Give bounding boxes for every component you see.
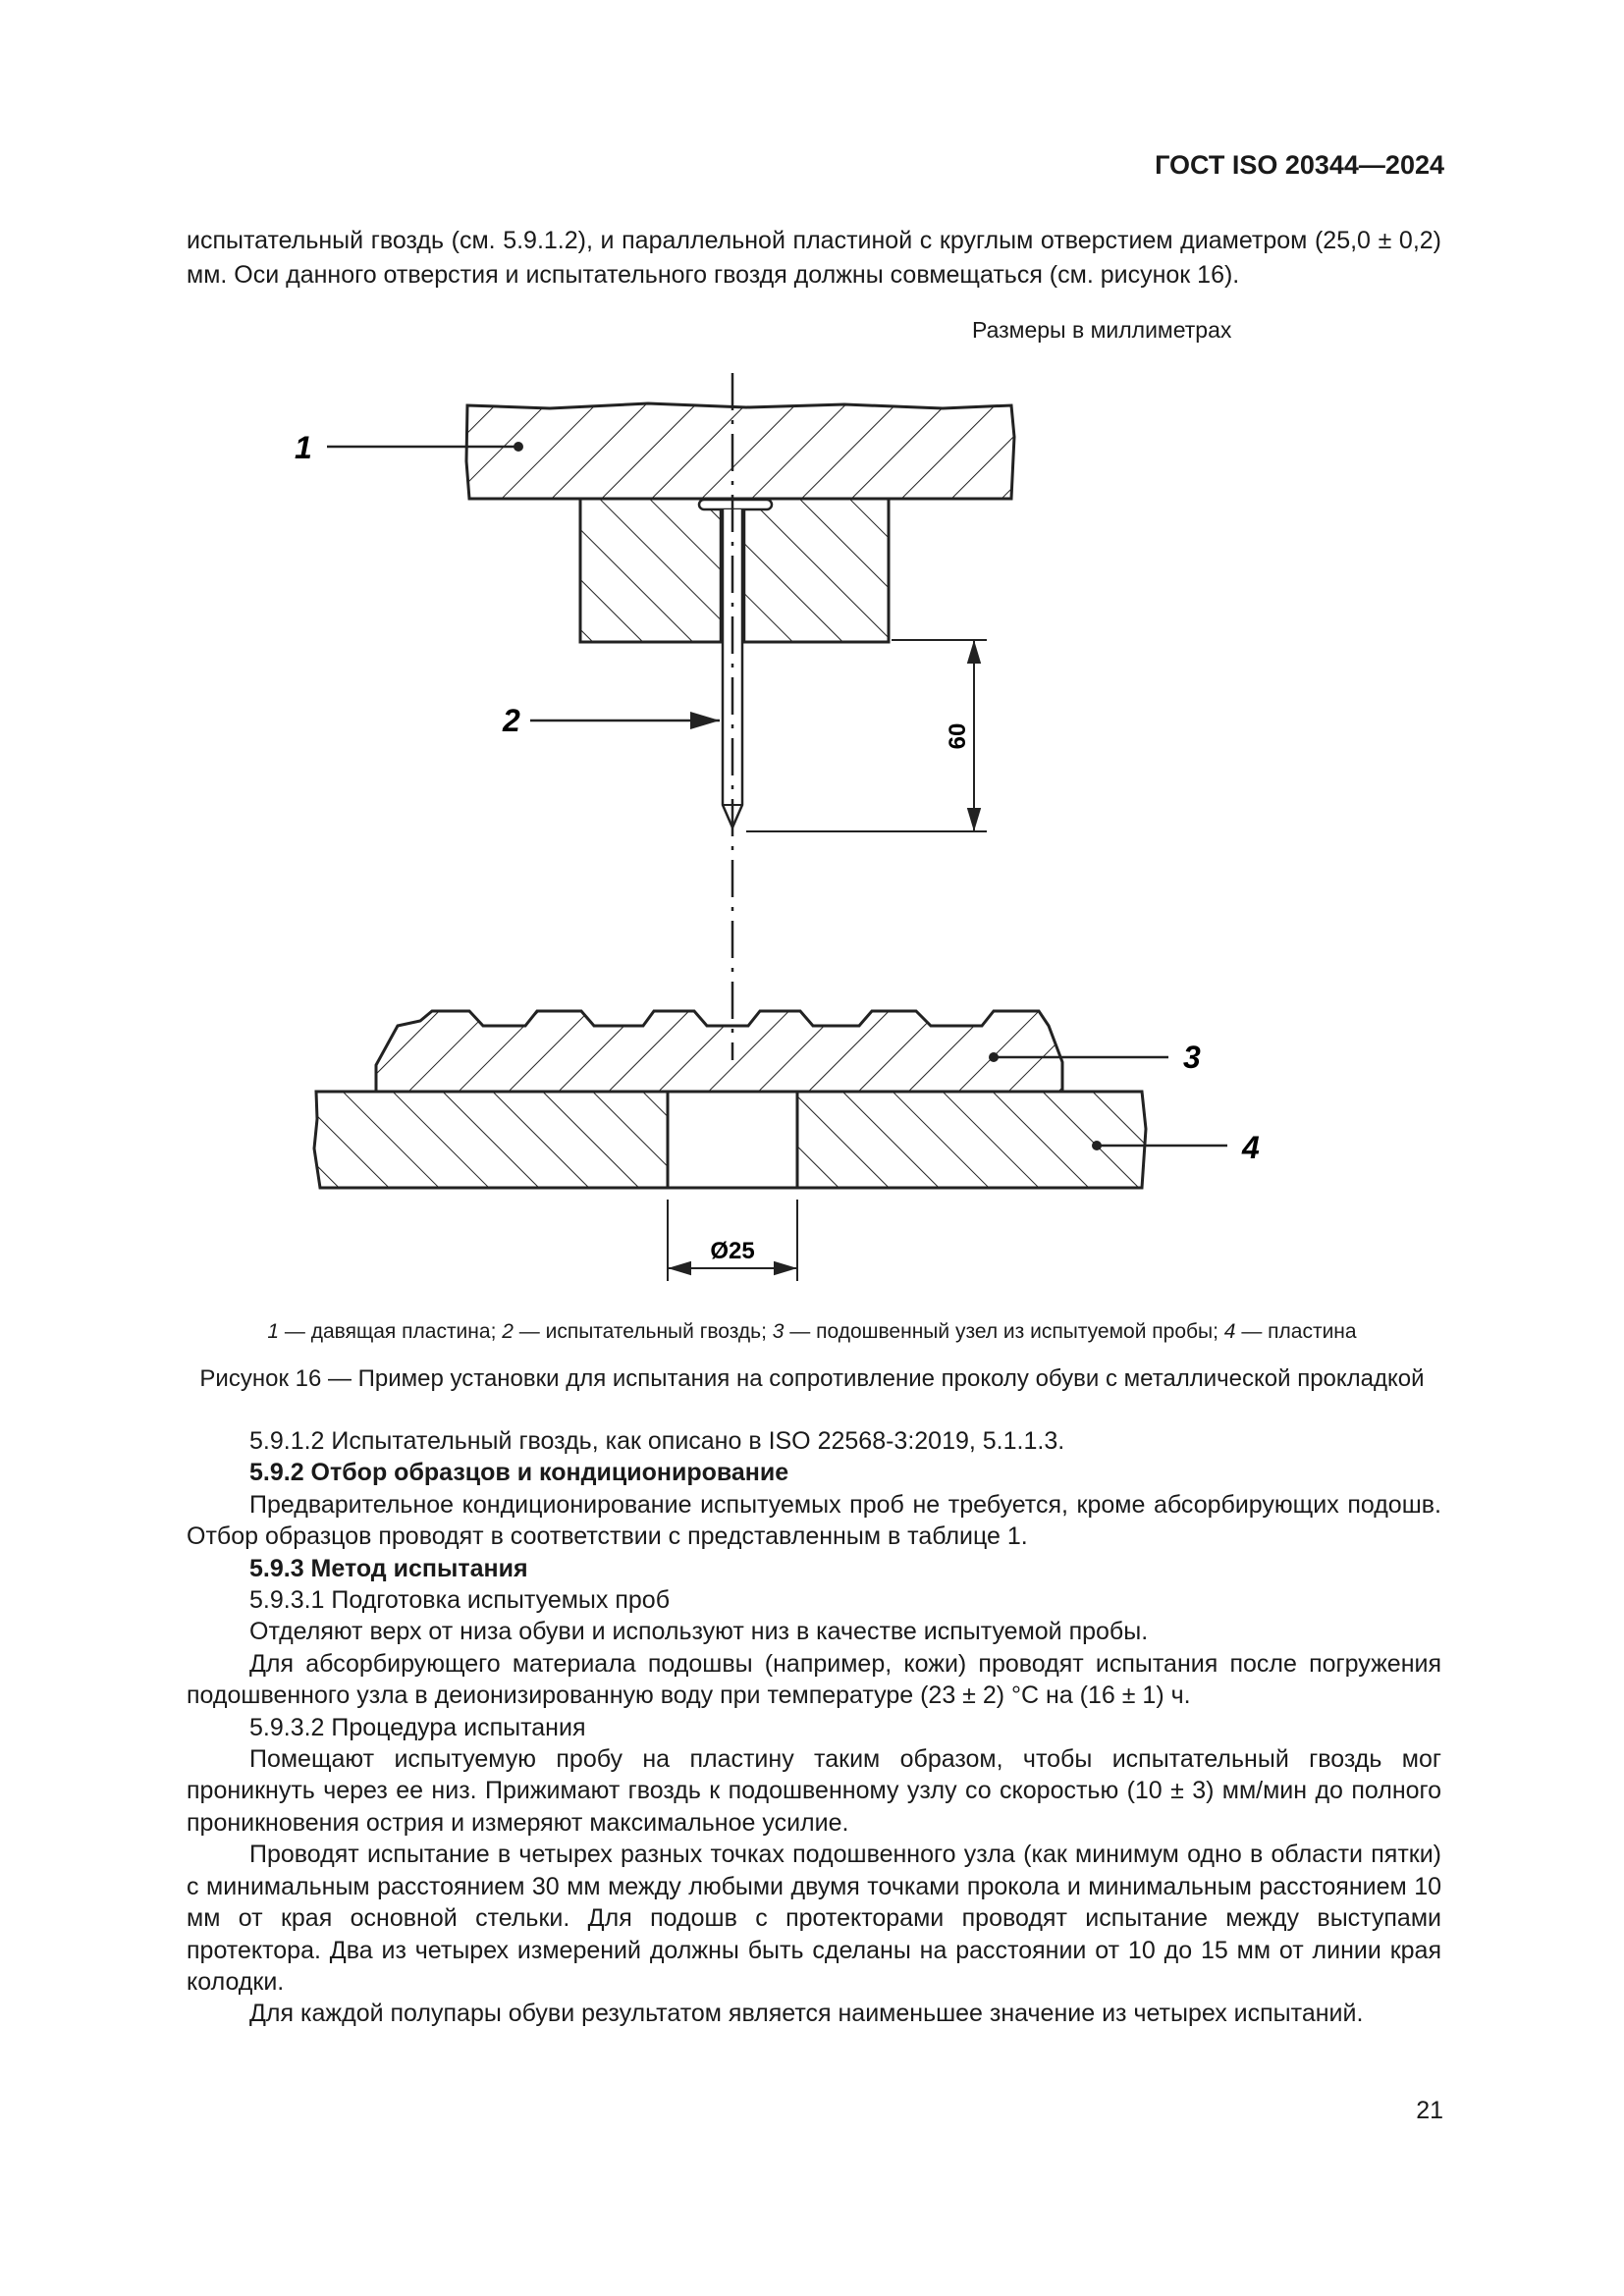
key-num-3: 3 — [772, 1320, 785, 1343]
paragraph-absorbent-sole: Для абсорбирующего материала подошвы (например, кожи) проводят испытания после погружения подошвенного узла в деионизированную воду при температуре (23 ± 2) °С на (16 ± 1) ч. — [187, 1649, 1441, 1710]
plate-hole — [668, 1092, 797, 1188]
base-plate-right — [797, 1092, 1146, 1188]
label-4: 4 — [1242, 1130, 1260, 1165]
sole-assembly — [376, 1011, 1062, 1092]
paragraph-place-sample: Помещают испытуемую пробу на пластину таким образом, чтобы испытательный гвоздь мог проникнуть через ее низ. Прижимают гвоздь к подошвенному узлу со скоростью (10 ± 3) мм/мин до полного проникновения острия и измеряют максимальное усилие. — [187, 1745, 1441, 1837]
label-1: 1 — [295, 430, 312, 465]
key-text-3: — подошвенный узел из испытуемой пробы; — [784, 1320, 1224, 1343]
intro-paragraph: испытательный гвоздь (см. 5.9.1.2), и параллельной пластиной с круглым отверстием диаметром (25,0 ± 0,2) мм. Оси данного отверстия и испытательного гвоздя должны совмещаться (см. рисунок 16). — [187, 227, 1441, 289]
running-header: ГОСТ ISO 20344—2024 — [1155, 150, 1444, 180]
key-num-1: 1 — [267, 1320, 280, 1343]
paragraph-separate-sole: Отделяют верх от низа обуви и используют низ в качестве испытуемой пробы. — [249, 1618, 1149, 1646]
key-num-4: 4 — [1223, 1320, 1236, 1343]
key-text-1: — давящая пластина; — [279, 1320, 503, 1343]
heading-5-9-3: 5.9.3 Метод испытания — [249, 1554, 528, 1582]
paragraph-four-points: Проводят испытание в четырех разных точках подошвенного узла (как минимум одно в области пятки) с минимальным расстоянием 30 мм между любыми двумя точками прокола и минимальным расстоянием 10 мм от края основной стельки. Для подошв с протекторами проводят испытание между выступами протектора. Два из четырех измерений должны быть сделаны на расстоянии от 10 до 15 мм от линии края колодки. — [187, 1841, 1441, 1996]
units-note: Размеры в миллиметрах — [972, 317, 1232, 343]
key-num-2: 2 — [502, 1320, 514, 1343]
paragraph-conditioning: Предварительное кондиционирование испытуемых проб не требуется, кроме абсорбирующих подошв. Отбор образцов проводят в соответствии с представленным в таблице 1. — [187, 1490, 1441, 1551]
paragraph-result: Для каждой полупары обуви результатом является наименьшее значение из четырех испытаний. — [249, 2000, 1364, 2028]
clause-5-9-3-1: 5.9.3.1 Подготовка испытуемых проб — [249, 1586, 671, 1615]
label-2: 2 — [503, 703, 520, 738]
key-text-2: — испытательный гвоздь; — [513, 1320, 773, 1343]
page-number: 21 — [1416, 2097, 1443, 2124]
pressing-plate — [466, 403, 1014, 499]
label-3: 3 — [1183, 1040, 1201, 1075]
figure-caption: Рисунок 16 — Пример установки для испытания на сопротивление проколу обуви с металлической прокладкой — [199, 1365, 1425, 1392]
key-text-4: — пластина — [1235, 1320, 1357, 1343]
base-plate-left — [314, 1092, 668, 1188]
clause-5-9-1-2: 5.9.1.2 Испытательный гвоздь, как описано в ISO 22568-3:2019, 5.1.1.3. — [249, 1427, 1065, 1455]
clause-5-9-3-2: 5.9.3.2 Процедура испытания — [249, 1713, 586, 1741]
dimension-60-text: 60 — [945, 722, 971, 750]
figure-key — [0, 1320, 1624, 1344]
nail-head — [699, 500, 772, 509]
heading-5-9-2: 5.9.2 Отбор образцов и кондиционирование — [249, 1459, 789, 1487]
dimension-diameter-text: Ø25 — [710, 1238, 755, 1264]
body-text — [187, 1425, 1441, 2030]
